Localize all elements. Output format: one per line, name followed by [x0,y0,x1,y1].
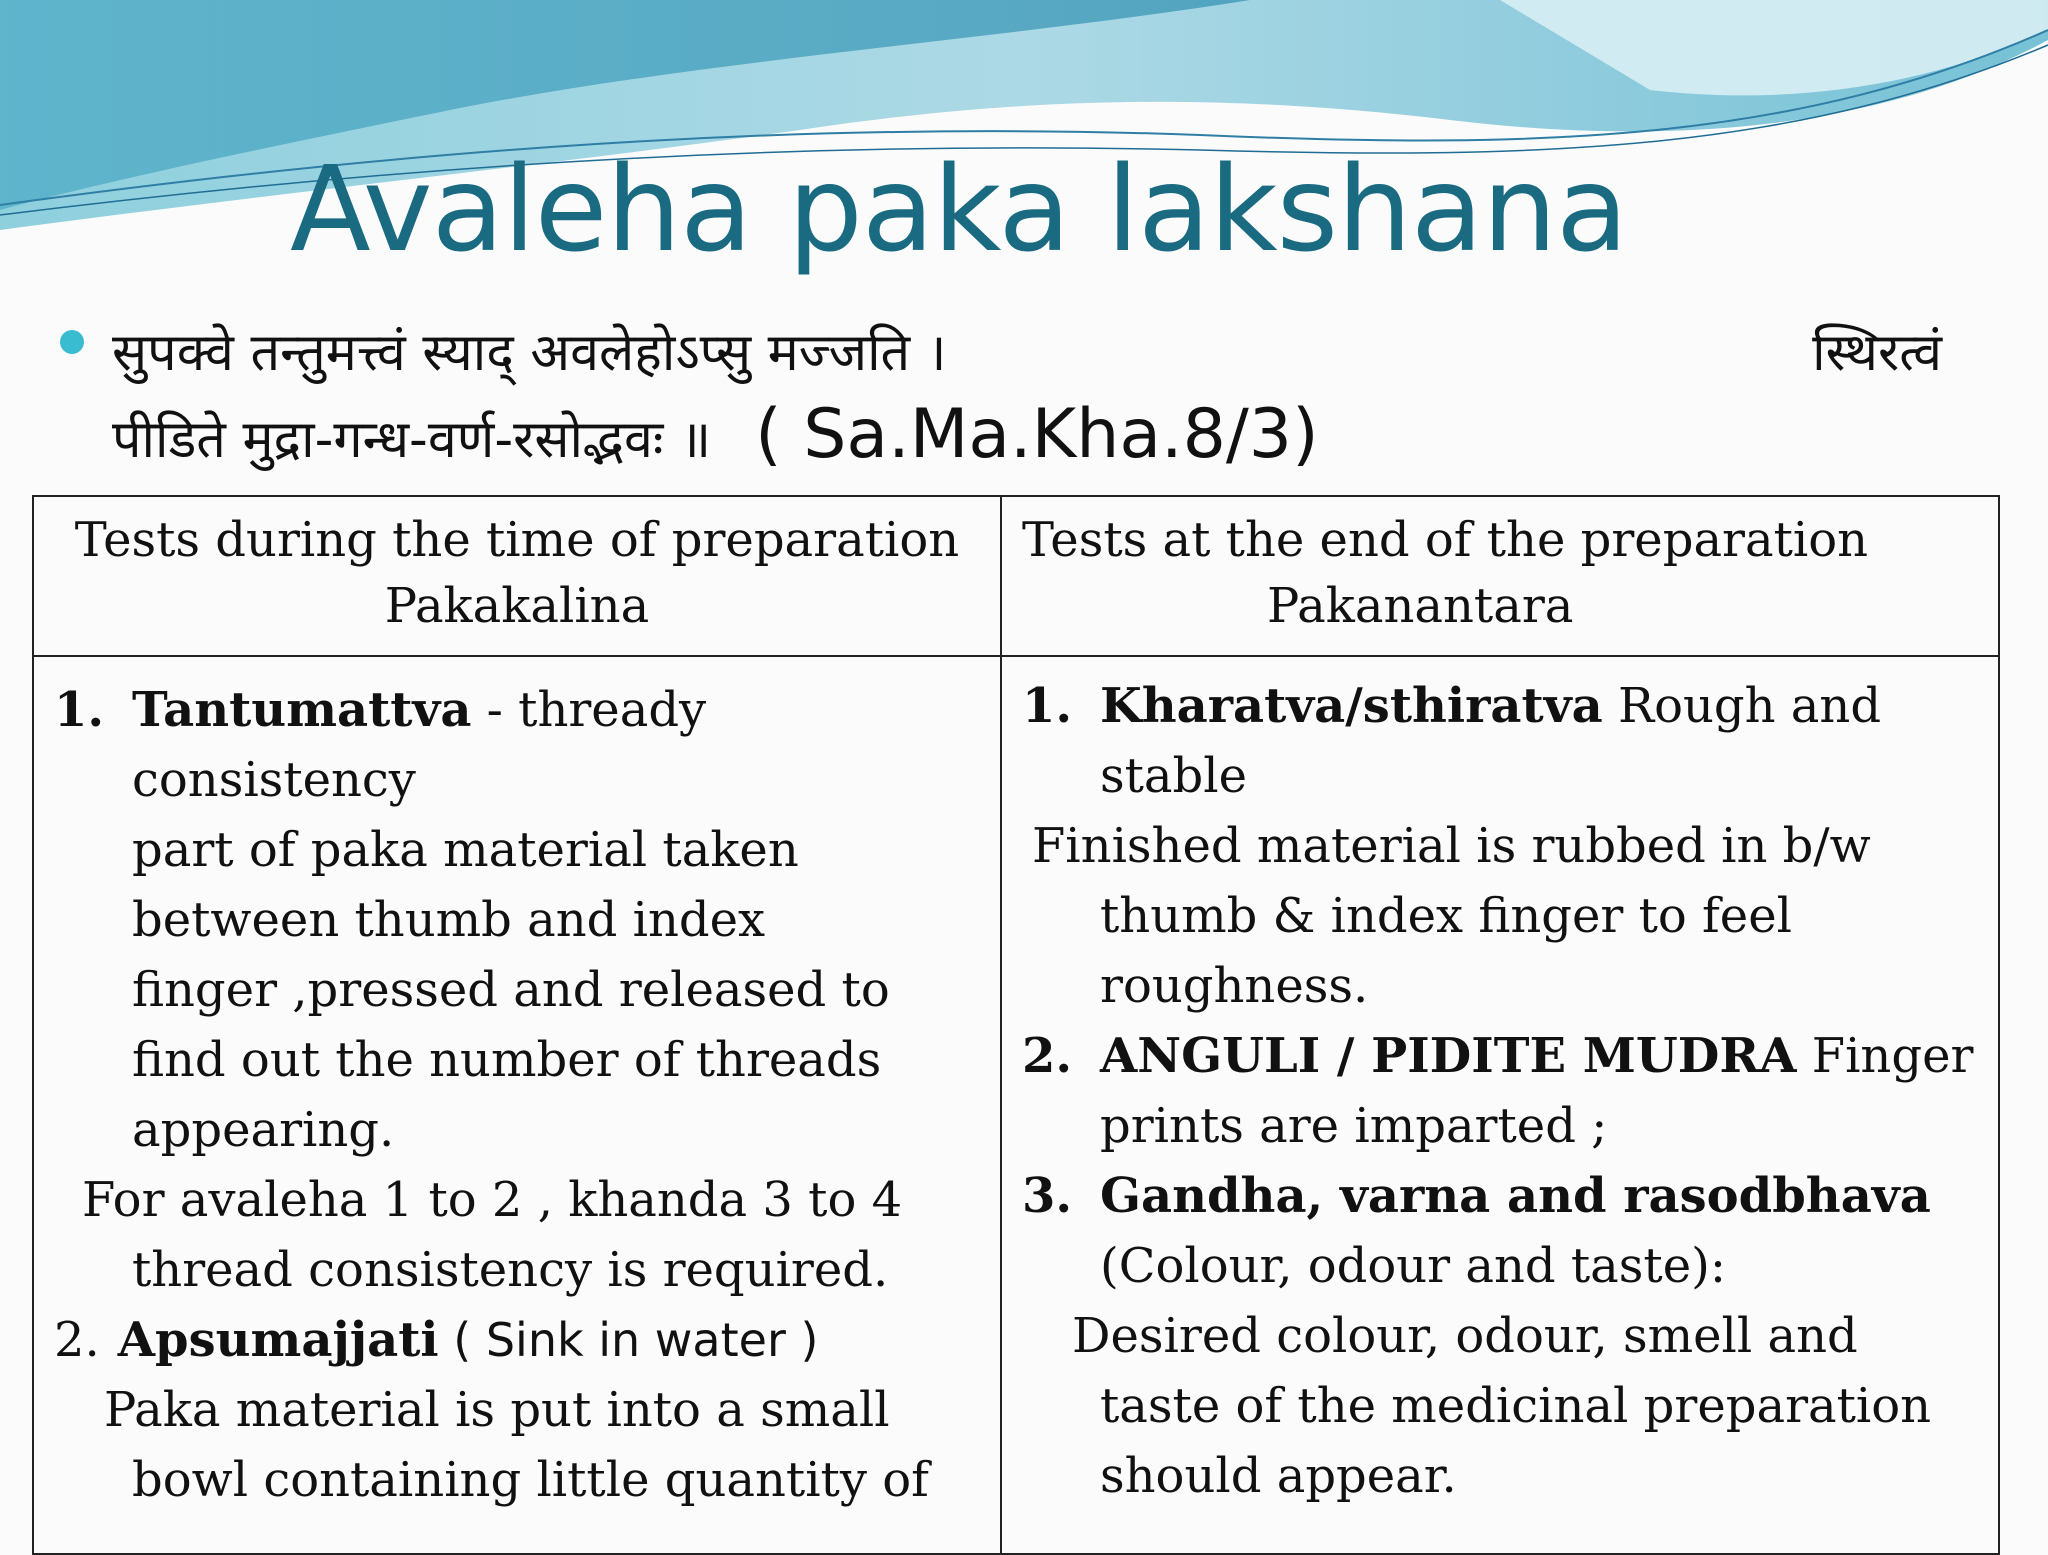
text-line: stable [1100,748,1248,804]
text-line: consistency [132,752,416,808]
list-item [1022,1161,1998,1231]
item-term: Apsumajjati [117,1312,439,1368]
text-line: appearing. [132,1102,395,1158]
item-desc: - thready [471,682,707,738]
text-line: (Colour, odour and taste): [1100,1238,1726,1294]
left-column-body [34,657,1002,1553]
text-line: taste of the medicinal preparation [1100,1378,1932,1434]
left-header-title: Tests during the time of preparation [74,512,960,568]
verse-line-1-end: स्थिरत्वं [1812,323,1942,383]
right-column-body [1002,657,1998,1553]
list-item [1022,671,1998,741]
item-term: Gandha, varna and rasodbhava [1100,1168,1931,1224]
text-line: prints are imparted ; [1100,1098,1608,1154]
text-line: Finished material is rubbed in b/w [1032,818,1871,874]
text-line: between thumb and index [132,892,766,948]
text-line: Paka material is put into a small [104,1382,890,1438]
slide-title: Avaleha paka lakshana [290,140,1628,278]
left-header-subtitle: Pakakalina [384,578,650,634]
item-number: 2. [54,1312,100,1368]
text-line: should appear. [1100,1448,1457,1504]
left-column-header [34,497,1002,657]
list-item [54,675,1000,745]
list-item [1022,1021,1998,1091]
text-line: For avaleha 1 to 2 , khanda 3 to 4 [82,1172,903,1228]
text-line: thumb & index finger to feel [1100,888,1792,944]
item-term: Kharatva/sthiratva [1100,678,1603,734]
item-number: 1. [1022,678,1073,734]
text-line: thread consistency is required. [132,1242,889,1298]
verse-line-1: सुपक्वे तन्तुमत्त्वं स्याद् अवलेहोऽप्सु मज्जति । [112,323,947,383]
item-number: 1. [54,682,105,738]
item-desc: Finger [1796,1028,1974,1084]
item-number: 2. [1022,1028,1073,1084]
text-line: find out the number of threads [132,1032,882,1088]
right-header-title: Tests at the end of the preparation [1022,512,1869,568]
list-item [54,1305,1000,1375]
text-line: roughness. [1100,958,1369,1014]
verse-reference: ( Sa.Ma.Kha.8/3) [755,395,1319,474]
text-line: bowl containing little quantity of [132,1452,929,1508]
tests-table [32,495,2000,1555]
item-term: ANGULI / PIDITE MUDRA [1100,1028,1797,1084]
right-header-subtitle: Pakanantara [1267,578,1574,634]
item-number: 3. [1022,1168,1073,1224]
text-line: finger ,pressed and released to [132,962,890,1018]
right-column-header [1002,497,1998,657]
item-desc: Rough and [1602,678,1882,734]
verse-line-2: पीडिते मुद्रा-गन्ध-वर्ण-रसोद्भवः ॥ [112,410,712,470]
sanskrit-verse [112,312,1942,481]
item-term: Tantumattva [132,682,472,738]
bullet-icon [60,330,84,354]
text-line: Desired colour, odour, smell and [1072,1308,1858,1364]
text-line: part of paka material taken [132,822,799,878]
item-desc: ( Sink in water ) [438,1313,819,1367]
